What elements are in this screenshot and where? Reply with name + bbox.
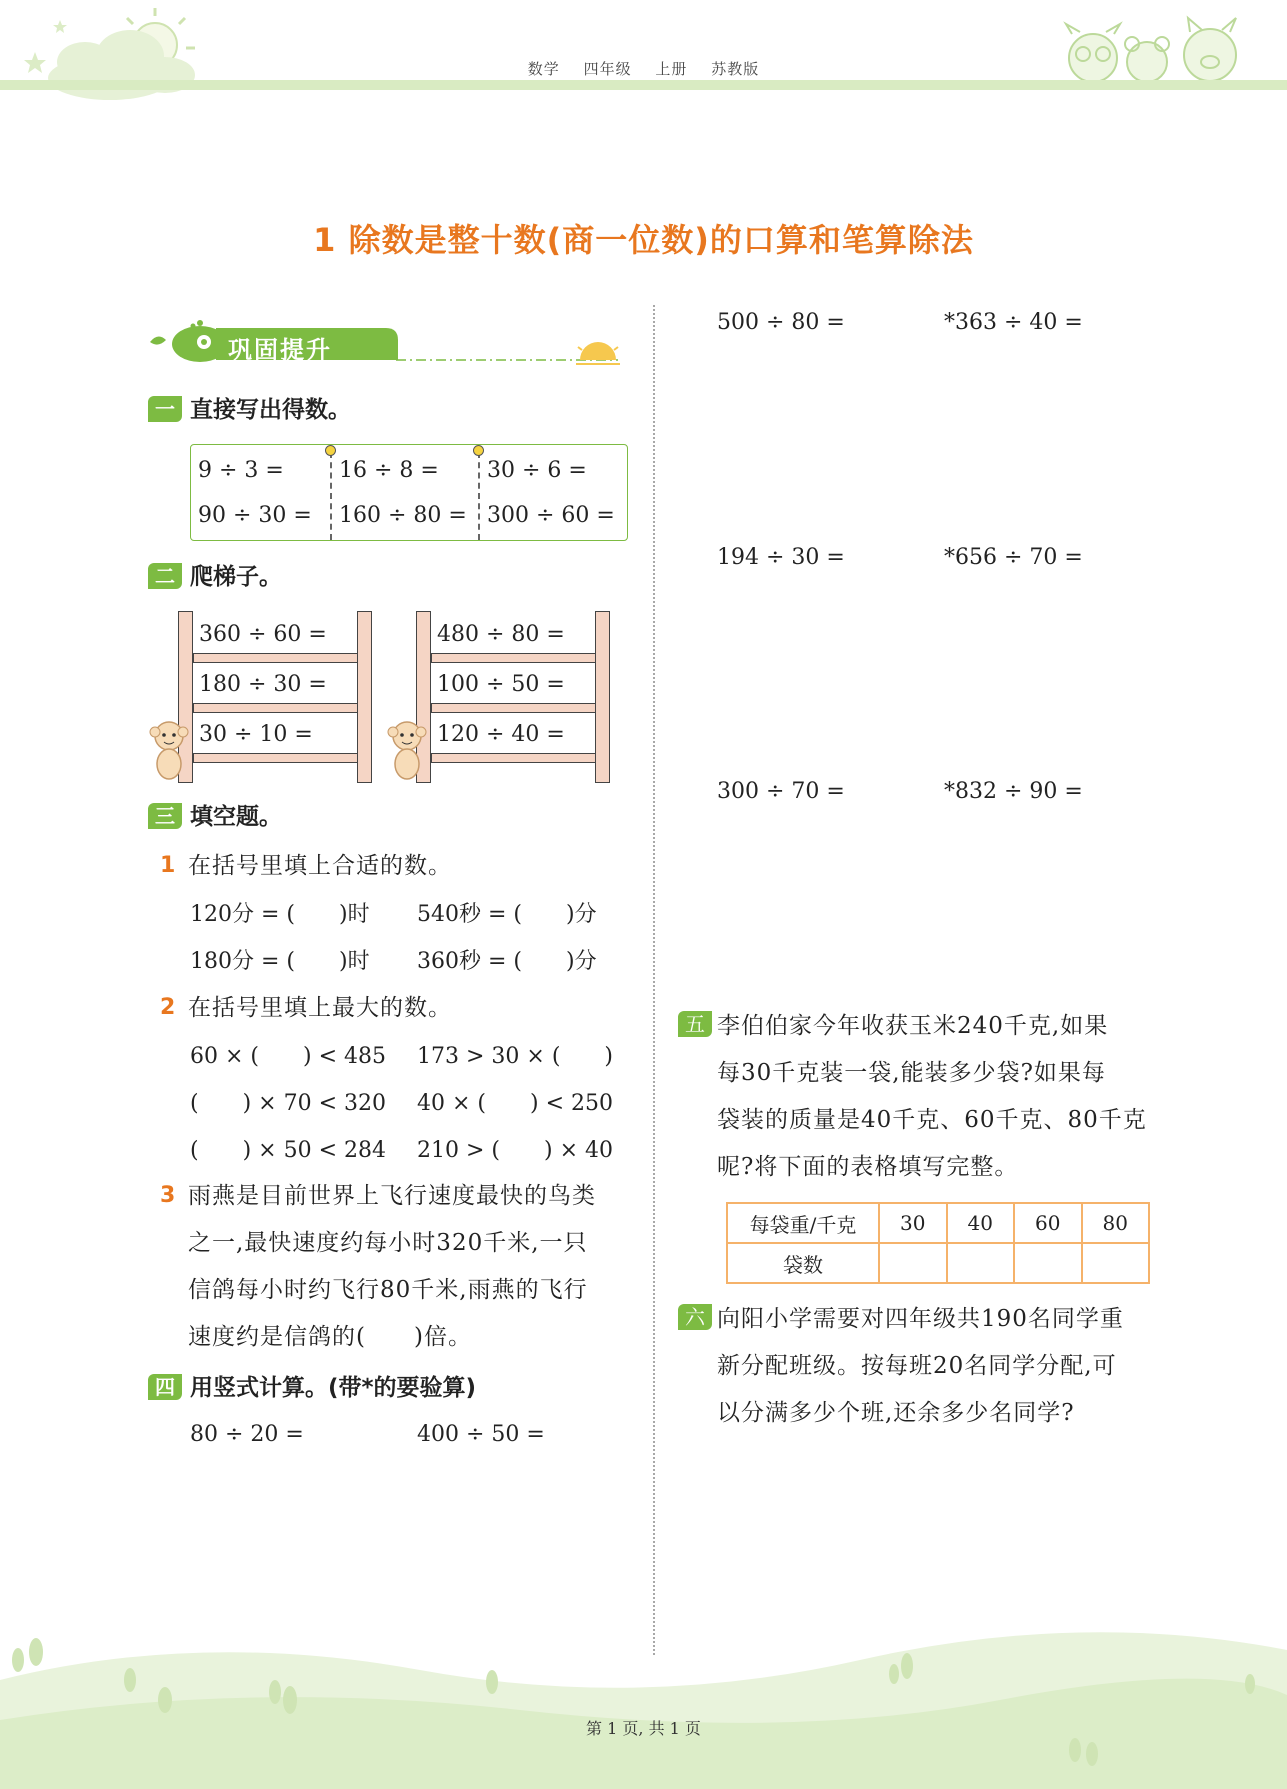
- column-divider: [653, 305, 655, 1655]
- word-problem-line: 以分满多少个班,还余多少名同学?: [717, 1400, 1075, 1426]
- section-5-badge: 五: [678, 1011, 712, 1037]
- fill-blank-item: 540秒 = ( )分: [417, 902, 597, 927]
- table-cell: 30: [879, 1203, 947, 1243]
- word-problem-line: 向阳小学需要对四年级共190名同学重: [717, 1306, 1124, 1332]
- fill-blank-item: 120分 = ( )时: [190, 902, 370, 927]
- vertical-calc-item: 500 ÷ 80 =: [717, 310, 845, 335]
- table-header-cell: 袋数: [727, 1243, 879, 1283]
- footer-landscape: [0, 1600, 1287, 1789]
- oral-calc-divider: [330, 452, 332, 540]
- oral-calc-item: 160 ÷ 80 =: [339, 503, 467, 528]
- section-4-label: 用竖式计算。(带*的要验算): [190, 1375, 477, 1401]
- oral-calc-item: 16 ÷ 8 =: [339, 458, 439, 483]
- section-1-label: 直接写出得数。: [190, 397, 351, 423]
- section-3-label: 填空题。: [190, 804, 282, 830]
- page-title: 1 除数是整十数(商一位数)的口算和笔算除法: [313, 221, 974, 259]
- page-footer: 第 1 页, 共 1 页: [586, 1719, 701, 1738]
- vertical-calc-item: 300 ÷ 70 =: [717, 779, 845, 804]
- section-6-badge: 六: [678, 1304, 712, 1330]
- word-problem-line: 李伯伯家今年收获玉米240千克,如果: [717, 1013, 1109, 1039]
- ladder-rail: [357, 611, 372, 783]
- ladder-rung: [193, 703, 358, 713]
- table-answer-cell[interactable]: [879, 1243, 947, 1283]
- section-1-badge: 一: [148, 396, 182, 422]
- ladder-rung: [431, 703, 596, 713]
- section-2-label: 爬梯子。: [190, 564, 282, 590]
- monkey-icon: [384, 718, 430, 784]
- vertical-calc-item: *656 ÷ 70 =: [944, 545, 1083, 570]
- table-cell: 40: [947, 1203, 1015, 1243]
- oral-calc-item: 300 ÷ 60 =: [487, 503, 615, 528]
- question-text: 在括号里填上最大的数。: [188, 995, 452, 1021]
- oral-calc-item: 9 ÷ 3 =: [198, 458, 284, 483]
- table-row: [727, 1203, 1149, 1243]
- word-problem-line: 每30千克装一袋,能装多少袋?如果每: [717, 1060, 1106, 1086]
- section-6-heading: [678, 1306, 720, 1332]
- question-number: 3: [160, 1183, 176, 1208]
- section-5-heading: [678, 1013, 720, 1039]
- ladder-rung: [193, 653, 358, 663]
- table-cell: 80: [1082, 1203, 1150, 1243]
- word-problem-line: 新分配班级。按每班20名同学分配,可: [717, 1353, 1117, 1379]
- header-subject: 数学: [527, 60, 560, 78]
- section-banner-label: 巩固提升: [228, 336, 332, 364]
- monkey-icon: [146, 718, 192, 784]
- section-1-heading: [148, 394, 351, 426]
- header-band: [0, 80, 1287, 90]
- header-grade: 四年级: [583, 60, 632, 78]
- table-answer-cell[interactable]: [1014, 1243, 1082, 1283]
- ladder-item: 180 ÷ 30 =: [199, 672, 327, 697]
- ladder-rung: [431, 753, 596, 763]
- fill-blank-item: 360秒 = ( )分: [417, 949, 597, 974]
- header-edition: 苏教版: [711, 60, 760, 78]
- table-cell: 60: [1014, 1203, 1082, 1243]
- table-header-cell: 每袋重/千克: [727, 1203, 879, 1243]
- ladder-rail: [595, 611, 610, 783]
- ladder-item: 480 ÷ 80 =: [437, 622, 565, 647]
- inequality-item: ( ) × 70 < 320: [190, 1091, 386, 1116]
- word-problem-line: 速度约是信鸽的( )倍。: [188, 1324, 472, 1350]
- inequality-item: 60 × ( ) < 485: [190, 1044, 386, 1069]
- bag-table: [726, 1202, 1150, 1284]
- pin-icon: [473, 445, 484, 456]
- oral-calc-divider: [478, 452, 480, 540]
- ladder-item: 30 ÷ 10 =: [199, 722, 313, 747]
- oral-calc-item: 90 ÷ 30 =: [198, 503, 312, 528]
- section-banner: [148, 320, 628, 366]
- vertical-calc-item: *363 ÷ 40 =: [944, 310, 1083, 335]
- table-answer-cell[interactable]: [1082, 1243, 1150, 1283]
- section-4-badge: 四: [148, 1374, 182, 1400]
- vertical-calc-item: 400 ÷ 50 =: [417, 1422, 545, 1447]
- section-2-badge: 二: [148, 563, 182, 589]
- vertical-calc-item: 194 ÷ 30 =: [717, 545, 845, 570]
- vertical-calc-item: *832 ÷ 90 =: [944, 779, 1083, 804]
- question-text: 在括号里填上合适的数。: [188, 853, 452, 879]
- vertical-calc-item: 80 ÷ 20 =: [190, 1422, 304, 1447]
- ladder-rung: [431, 653, 596, 663]
- inequality-item: 40 × ( ) < 250: [417, 1091, 613, 1116]
- section-3-heading: [148, 801, 282, 833]
- section-4-heading: [148, 1372, 476, 1404]
- inequality-item: 210 > ( ) × 40: [417, 1138, 613, 1163]
- fill-blank-item: 180分 = ( )时: [190, 949, 370, 974]
- word-problem-line: 之一,最快速度约每小时320千米,一只: [188, 1230, 588, 1256]
- word-problem-line: 雨燕是目前世界上飞行速度最快的鸟类: [188, 1183, 596, 1209]
- inequality-item: ( ) × 50 < 284: [190, 1138, 386, 1163]
- word-problem-line: 呢?将下面的表格填写完整。: [717, 1154, 1019, 1180]
- header-subject-line: [0, 58, 1287, 79]
- section-3-badge: 三: [148, 803, 182, 829]
- pin-icon: [325, 445, 336, 456]
- table-row: [727, 1243, 1149, 1283]
- inequality-item: 173 > 30 × ( ): [417, 1044, 613, 1069]
- section-2-heading: [148, 561, 282, 593]
- table-answer-cell[interactable]: [947, 1243, 1015, 1283]
- word-problem-line: 袋装的质量是40千克、60千克、80千克: [717, 1107, 1147, 1133]
- question-number: 1: [160, 853, 176, 878]
- question-number: 2: [160, 995, 176, 1020]
- word-problem-line: 信鸽每小时约飞行80千米,雨燕的飞行: [188, 1277, 588, 1303]
- header-volume: 上册: [655, 60, 688, 78]
- ladder-item: 360 ÷ 60 =: [199, 622, 327, 647]
- ladder-item: 120 ÷ 40 =: [437, 722, 565, 747]
- oral-calc-item: 30 ÷ 6 =: [487, 458, 587, 483]
- ladder-rung: [193, 753, 358, 763]
- ladder-item: 100 ÷ 50 =: [437, 672, 565, 697]
